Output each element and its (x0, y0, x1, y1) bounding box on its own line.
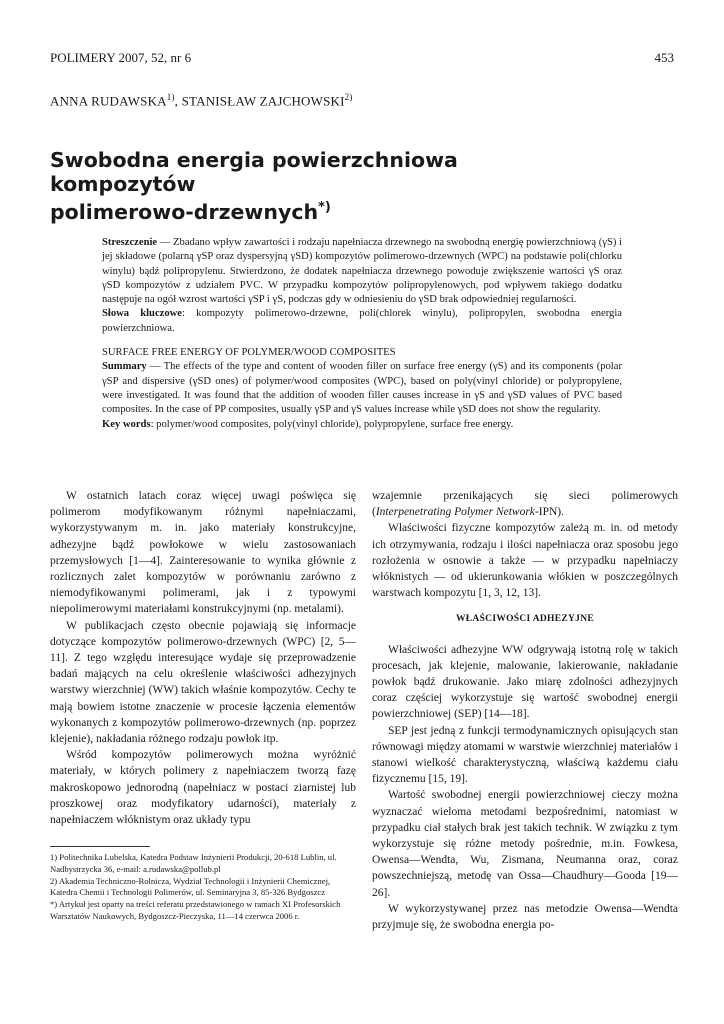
author-2-mark: 2) (344, 92, 353, 102)
title-line-2: polimerowo-drzewnych (50, 199, 319, 224)
keywords-label: Słowa kluczowe (102, 308, 183, 320)
keywords-english (102, 418, 622, 432)
paragraph: Wartość swobodnej energii powierzchniowej cieczy można wyznaczać wieloma metodami bezpośrednimi, natomiast w przypadku ciał stałych brak jest takich technik. W związku z tym wykorzystuje się różne metody pośrednie, m.in. Fowkesa, Owensa—Wendta, Wu, Zismana, Neumanna oraz, coraz powszechniejszą, metodę van Ossa—Chaudhury—Gooda [19—26]. (372, 789, 678, 899)
body-column-right (372, 488, 678, 933)
paragraph-text: wzajemnie przenikających się sieci polimerowych ( (372, 490, 678, 519)
section-heading: WŁAŚCIWOŚCI ADHEZYJNE (455, 614, 594, 625)
page-number: 453 (654, 50, 674, 65)
title-footnote-mark: *) (318, 200, 331, 215)
footnotes (50, 852, 356, 923)
abstract-polish (102, 236, 622, 307)
keywords-polish (102, 307, 622, 336)
body-column-left (50, 488, 356, 828)
footnote-2: 2) Akademia Techniczno-Rolnicza, Wydział Technologii i Inżynierii Chemicznej, Katedra Chemii i Technologii Polimerów, ul. Seminaryjna 3, 85-326 Bydgoszcz (50, 875, 331, 898)
authors-line (50, 92, 353, 109)
keywords-text: : kompozyty polimerowo-drzewne, poli(chlorek winylu), polipropylen, swobodna energia powierzchniowa. (102, 308, 622, 334)
ipn-term: Interpenetrating Polymer Network (375, 506, 535, 519)
author-1: ANNA RUDAWSKA (50, 93, 167, 109)
paragraph: Właściwości fizyczne kompozytów zależą m. in. od metody ich otrzymywania, rodzaju i ilości napełniacza oraz sposobu jego rozłożenia w osnowie a także — w przypadku napełniaczy włóknistych — od ukierunkowania włókien w poszczególnych warstwach kompozytu [1, 3, 12, 13]. (372, 522, 678, 600)
paragraph: Właściwości adhezyjne WW odgrywają istotną rolę w takich procesach, jak klejenie, malowanie, lakierowanie, nakładanie powłok bądź drukowanie. Jako miarę zdolności adhezyjnych coraz częściej wykorzystuje się wartość swobodnej energii powierzchniowej (SEP) [14—18]. (372, 643, 678, 721)
author-1-mark: 1) (166, 92, 175, 102)
paragraph: Wśród kompozytów polimerowych można wyróżnić materiały, w których polimery z napełniaczem tworzą fazę makroskopowo jednorodną (napełniacz w postaci ziarnistej lub proszkowej oraz modyfikatory udarności), materiały z napełniaczem włóknistym oraz układy typu (50, 749, 356, 827)
abstract-text: — Zbadano wpływ zawartości i rodzaju napełniacza drzewnego na swobodną energię powierzchniową (γS) i jej składowe (polarną γSP oraz dyspersyjną γSD) kompozytów polimerowo-drzewnych (WPC) na podstawie poli(chlorku winylu) bądź polipropylenu. Stwierdzono, że dodatek napełniacza drzewnego powoduje zwiększenie wartości γS oraz γSD kompozytów z udziałem PVC. W przypadku kompozytów polipropylenowych, pod wpływem takiego dodatku następuje na ogół wzrost wartości γSP i γS, podczas gdy w odniesieniu do γSD brak odpowiedniej regularności. (102, 237, 622, 306)
paragraph: SEP jest jedną z funkcji termodynamicznych opisujących stan równowagi między atomami w warstwie wierzchniej materiałów i stanowi wielkość charakterystyczną, właściwą każdemu ciału fizycznemu [15, 19]. (372, 724, 678, 786)
key-words-text: : polymer/wood composites, poly(vinyl chloride), polypropylene, surface free energy. (150, 418, 514, 430)
footnote-1: 1) Politechnika Lubelska, Katedra Podstaw Inżynierii Produkcji, 20-618 Lublin, ul. Nadbystrzycka 36, e-mail: a.rudawska@pollub.pl (50, 852, 337, 874)
abstract-block (102, 236, 622, 432)
paragraph (372, 488, 678, 520)
paragraph: W wykorzystywanej przez nas metodzie Owensa—Wendta przyjmuje się, że swobodna energia po- (372, 902, 678, 932)
footnote-divider (50, 846, 150, 847)
article-title (50, 148, 610, 224)
footnote-3: *) Artykuł jest oparty na treści referatu przedstawionego w ramach XI Profesorskich Warsztatów Naukowych, Bydgoszcz-Pieczyska, 11—14 czerwca 2006 r. (50, 899, 341, 921)
author-2: , STANISŁAW ZAJCHOWSKI (174, 93, 345, 109)
summary-label: Summary (102, 361, 147, 373)
summary-english (102, 360, 622, 417)
english-title: SURFACE FREE ENERGY OF POLYMER/WOOD COMPOSITES (102, 347, 396, 359)
journal-reference: POLIMERY 2007, 52, nr 6 (50, 50, 192, 65)
summary-text: — The effects of the type and content of wooden filler on surface free energy (γS) and its components (polar γSP and dispersive (γSD ones) of polymer/wood composites (WPC), based on poly(vinyl chloride) or polypropylene, were investigated. It was found that the addition of wooden filler causes increase in γS and γSD values of PVC based composites. In the case of PP composites, usually γSP and γS values increase while γSD does not show the regularity. (102, 361, 622, 416)
paragraph: W ostatnich latach coraz więcej uwagi poświęca się polimerom modyfikowanym różnymi napełniaczami, wykorzystywanym m. in. jako materiały konstrukcyjne, adhezyjne bądź powłokowe w wielu zastosowaniach przemysłowych [1—4]. Zainteresowanie to wynika głównie z rozlicznych zalet kompozytów w porównaniu zarówno z niemodyfikowanymi polimerami, jak i z typowymi niepolimerowymi materiałami konstrukcyjnymi (np. metalami). (50, 490, 356, 616)
paragraph: W publikacjach często obecnie pojawiają się informacje dotyczące kompozytów polimerowo-drzewnych (WPC) [2, 5—11]. Z tego względu interesujące wydaje się przeprowadzenie badań mających na celu określenie właściwości adhezyjnych warstwy wierzchniej (WW) takich właśnie kompozytów. Cechy te mają bowiem istotne znaczenie w procesie łączenia elementów wykonanych z kompozytów polimerowo-drzewnych (np. poprzez klejenie), nakładania różnego rodzaju powłok itp. (50, 619, 356, 746)
abstract-label: Streszczenie (102, 237, 158, 248)
paragraph-text: -IPN). (534, 506, 564, 519)
title-line-1: Swobodna energia powierzchniowa kompozytów (50, 148, 458, 196)
key-words-label: Key words (102, 418, 151, 430)
